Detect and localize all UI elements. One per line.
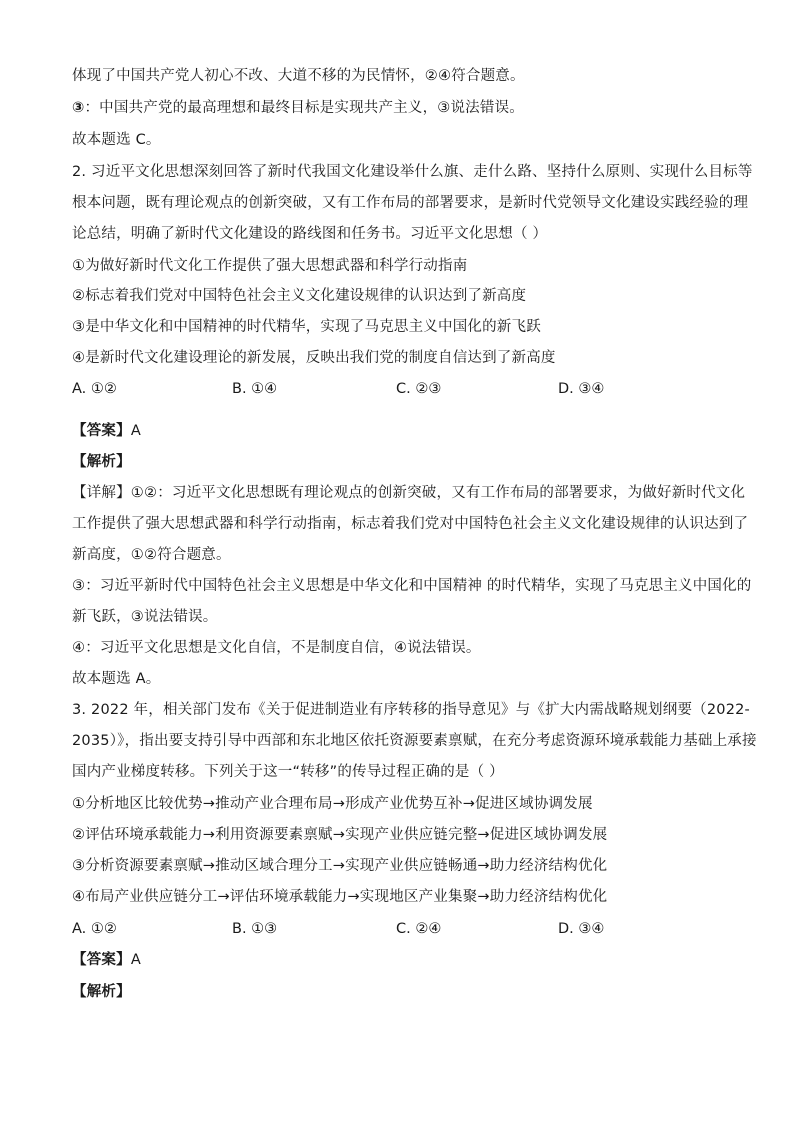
q2-statement-4: ④是新时代文化建设理论的新发展，反映出我们党的制度自信达到了新高度	[72, 350, 556, 366]
q2-detail-line-3: 新高度，①②符合题意。	[72, 547, 231, 563]
q3-option-b: B. ①③	[232, 921, 278, 937]
q1-analysis-line-2	[72, 98, 732, 118]
q3-statement-4: ④布局产业供应链分工→评估环境承载能力→实现地区产业集聚→助力经济结构优化	[72, 889, 608, 905]
q3-statement-2: ②评估环境承载能力→利用资源要素禀赋→实现产业供应链完整→促进区域协调发展	[72, 827, 608, 843]
q2-detail-line-1: 【详解】①②：习近平文化思想既有理论观点的创新突破，又有工作布局的部署要求，为做好新时代文化	[72, 485, 746, 501]
q2-conclusion: 故本题选 A。	[72, 671, 161, 687]
q3-option-a: A. ①②	[72, 921, 117, 937]
q3-stem-line-2: 2035）》，指出要支持引导中西部和东北地区依托资源要素禀赋，在充分考虑资源环境承载能力基础上承接	[72, 733, 757, 749]
q2-stem-line-2: 根本问题，既有理论观点的创新突破，又有工作布局的部署要求，是新时代党领导文化建设实践经验的理	[72, 195, 749, 211]
q1-conclusion: 故本题选 C。	[72, 132, 161, 148]
q2-stem-line-3: 论总结，明确了新时代文化建设的路线图和任务书。习近平文化思想（ ）	[72, 226, 548, 242]
q2-answer-label: 【答案】	[72, 423, 131, 439]
q3-answer	[72, 950, 732, 970]
q2-analysis-label: 【解析】	[72, 454, 131, 470]
q1-item-marker: ③	[72, 100, 85, 116]
q3-statement-3: ③分析资源要素禀赋→推动区域合理分工→实现产业供应链畅通→助力经济结构优化	[72, 858, 608, 874]
q2-answer-value: A	[130, 423, 141, 439]
q3-option-c: C. ②④	[396, 921, 442, 937]
q2-option-d: D. ③④	[558, 381, 605, 397]
q3-stem-line-1: 3. 2022 年，相关部门发布《关于促进制造业有序转移的指导意见》与《扩大内需战略规划纲要（2022-	[72, 702, 750, 718]
q3-answer-label: 【答案】	[72, 952, 131, 968]
q1-analysis-line-2-text: ：中国共产党的最高理想和最终目标是实现共产主义，③说法错误。	[84, 100, 524, 116]
q2-detail-line-2: 工作提供了强大思想武器和科学行动指南，标志着我们党对中国特色社会主义文化建设规律的认识达到了	[72, 516, 749, 532]
q3-option-d: D. ③④	[558, 921, 605, 937]
q2-option-b: B. ①④	[232, 381, 278, 397]
q3-statement-1: ①分析地区比较优势→推动产业合理布局→形成产业优势互补→促进区域协调发展	[72, 796, 593, 812]
q2-statement-2: ②标志着我们党对中国特色社会主义文化建设规律的认识达到了新高度	[72, 288, 527, 304]
q2-stem-line-1: 2. 习近平文化思想深刻回答了新时代我国文化建设举什么旗、走什么路、坚持什么原则、实现什么目标等	[72, 164, 753, 180]
q3-analysis-label: 【解析】	[72, 984, 131, 1000]
q2-statement-1: ①为做好新时代文化工作提供了强大思想武器和科学行动指南	[72, 258, 468, 274]
q2-answer	[72, 421, 732, 441]
q2-detail-line-4: ③：习近平新时代中国特色社会主义思想是中华文化和中国精神 的时代精华，实现了马克思主义中国化的	[72, 578, 752, 594]
q2-detail-line-6: ④：习近平文化思想是文化自信，不是制度自信，④说法错误。	[72, 640, 481, 656]
q2-statement-3: ③是中华文化和中国精神的时代精华，实现了马克思主义中国化的新飞跃	[72, 319, 541, 335]
q3-answer-value: A	[130, 952, 141, 968]
q2-option-a: A. ①②	[72, 381, 117, 397]
q3-stem-line-3: 国内产业梯度转移。下列关于这一“转移”的传导过程正确的是（ ）	[72, 764, 504, 780]
q2-detail-line-5: 新飞跃，③说法错误。	[72, 609, 218, 625]
q1-analysis-line-1: 体现了中国共产党人初心不改、大道不移的为民情怀，②④符合题意。	[72, 68, 525, 84]
q2-option-c: C. ②③	[396, 381, 442, 397]
